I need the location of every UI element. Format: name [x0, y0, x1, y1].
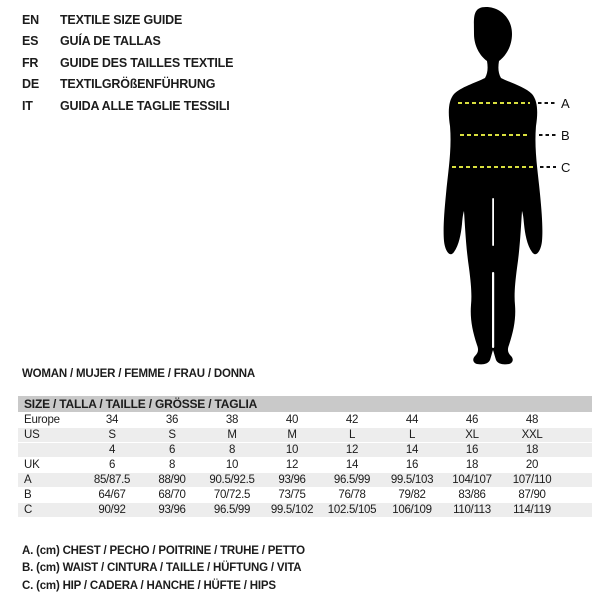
measure-marker-label: A	[561, 96, 570, 111]
table-cell: 12	[345, 444, 359, 456]
table-row-label: Europe	[24, 414, 60, 426]
table-cell: 18	[465, 459, 479, 471]
table-cell: S	[168, 429, 176, 441]
size-table-header: SIZE / TALLA / TAILLE / GRÖSSE / TAGLIA	[18, 396, 592, 412]
legend-line: B. (cm) WAIST / CINTURA / TAILLE / HÜFTUNG / VITA	[22, 562, 302, 575]
table-cell: 6	[168, 444, 176, 456]
table-row-label: UK	[24, 459, 40, 471]
legend-line: A. (cm) CHEST / PECHO / POITRINE / TRUHE / PETTO	[22, 545, 305, 557]
language-row	[22, 9, 233, 31]
table-cell: XL	[465, 429, 479, 441]
table-cell: 83/86	[458, 489, 486, 501]
language-code: DE	[22, 77, 39, 92]
table-cell: S	[108, 429, 116, 441]
table-cell: L	[348, 429, 356, 441]
table-row-label: US	[24, 429, 40, 441]
table-cell: 88/90	[158, 474, 186, 486]
language-code: ES	[22, 34, 39, 49]
table-row	[18, 473, 592, 488]
table-cell: 73/75	[278, 489, 306, 501]
language-code: FR	[22, 55, 39, 70]
table-cell: 70/72.5	[213, 489, 251, 501]
table-cell: 96.5/99	[333, 474, 371, 486]
table-cell: 48	[525, 414, 539, 426]
size-table	[18, 396, 592, 518]
table-group-title: WOMAN / MUJER / FEMME / FRAU / DONNA	[22, 368, 256, 380]
female-silhouette-svg	[430, 0, 600, 370]
legend-line: C. (cm) HIP / CADERA / HANCHE / HÜFTE / HIPS	[22, 579, 276, 592]
language-list	[22, 9, 233, 117]
table-cell: 46	[465, 414, 479, 426]
table-cell: 114/119	[513, 504, 551, 516]
measure-marker-label: B	[561, 128, 570, 143]
table-cell: 85/87.5	[93, 474, 131, 486]
table-cell: 12	[285, 459, 299, 471]
female-silhouette-figure	[430, 0, 600, 370]
language-label: GUIDE DES TAILLES TEXTILE	[60, 55, 234, 70]
table-row	[18, 443, 592, 458]
table-row-label: B	[24, 489, 32, 501]
leg-gap-lower	[492, 272, 494, 348]
table-row-label: C	[24, 504, 33, 516]
language-row	[22, 52, 233, 74]
language-label: TEXTILGRÖßENFÜHRUNG	[60, 77, 216, 92]
table-row-label: A	[24, 474, 32, 486]
table-cell: 106/109	[392, 504, 432, 516]
table-cell: 6	[108, 459, 116, 471]
table-cell: 110/113	[453, 504, 491, 516]
table-cell: 107/110	[512, 474, 552, 486]
table-cell: 76/78	[338, 489, 366, 501]
table-cell: XXL	[521, 429, 543, 441]
table-cell: 14	[405, 444, 419, 456]
measurement-legend	[22, 545, 305, 597]
language-row	[22, 31, 233, 53]
leg-gap-upper	[492, 198, 494, 246]
table-cell: L	[408, 429, 416, 441]
measure-marker-label: C	[561, 160, 571, 175]
table-cell: 90/92	[98, 504, 126, 516]
table-cell: 104/107	[452, 474, 492, 486]
table-cell: 90.5/92.5	[209, 474, 255, 486]
language-code: IT	[22, 98, 33, 113]
language-row	[22, 95, 233, 117]
table-row	[18, 458, 592, 473]
table-row	[18, 503, 592, 518]
table-cell: 93/96	[158, 504, 186, 516]
table-cell: M	[227, 429, 237, 441]
table-cell: 99.5/102	[270, 504, 314, 516]
table-cell: 10	[225, 459, 239, 471]
size-table-body	[18, 413, 592, 518]
table-cell: 10	[285, 444, 299, 456]
table-cell: 93/96	[278, 474, 306, 486]
table-cell: 14	[345, 459, 359, 471]
table-cell: 36	[165, 414, 179, 426]
table-cell: 87/90	[518, 489, 546, 501]
table-cell: 18	[525, 444, 539, 456]
table-cell: 42	[345, 414, 359, 426]
table-cell: 38	[225, 414, 239, 426]
table-row	[18, 428, 592, 443]
table-cell: 34	[105, 414, 119, 426]
table-cell: 79/82	[398, 489, 426, 501]
table-cell: 8	[168, 459, 176, 471]
table-row	[18, 413, 592, 428]
table-cell: 16	[465, 444, 479, 456]
table-cell: 96.5/99	[213, 504, 251, 516]
language-row	[22, 74, 233, 96]
table-cell: 40	[285, 414, 299, 426]
language-code: EN	[22, 12, 39, 27]
table-cell: 68/70	[158, 489, 186, 501]
table-cell: 20	[525, 459, 539, 471]
table-cell: M	[287, 429, 297, 441]
table-cell: 102.5/105	[327, 504, 377, 516]
language-label: GUÍA DE TALLAS	[60, 34, 161, 49]
language-label: TEXTILE SIZE GUIDE	[60, 12, 183, 27]
table-cell: 16	[405, 459, 419, 471]
table-row	[18, 488, 592, 503]
table-cell: 8	[228, 444, 236, 456]
table-cell: 64/67	[98, 489, 126, 501]
table-cell: 44	[405, 414, 419, 426]
table-cell: 99.5/103	[390, 474, 434, 486]
language-label: GUIDA ALLE TAGLIE TESSILI	[60, 98, 230, 113]
table-cell: 4	[108, 444, 116, 456]
